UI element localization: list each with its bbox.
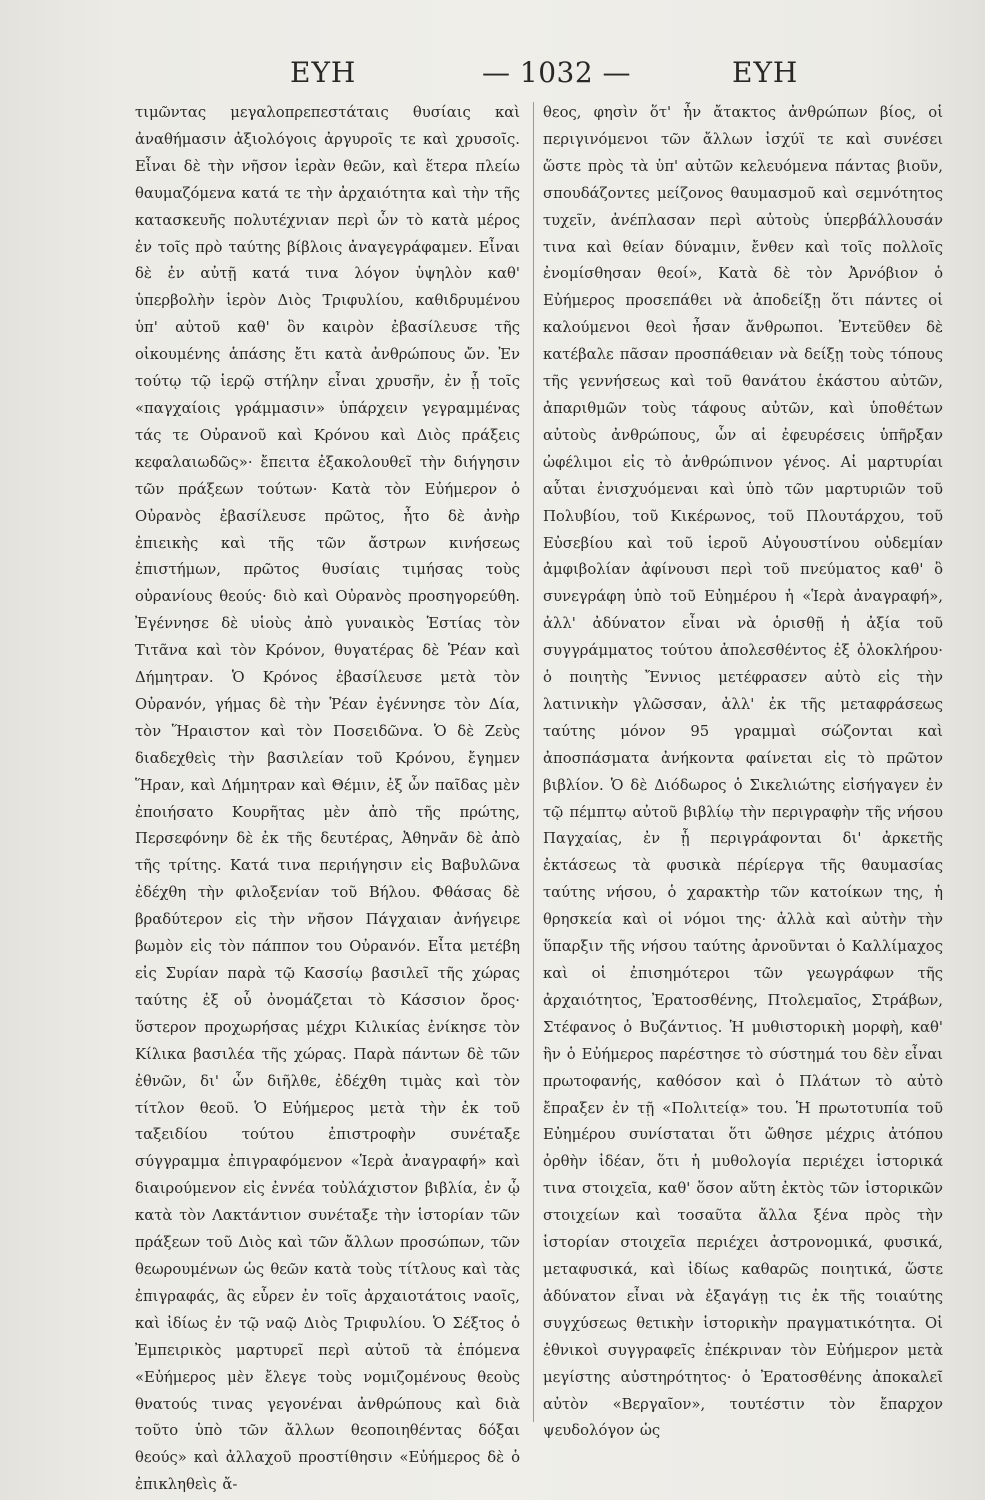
header-left-word: ΕΥΗ [290,56,357,89]
left-column-text: τιμῶντας μεγαλοπρεπεστάταις θυσίαις καὶ ἀναθήμασιν ἀξιολόγοις ἀργυροῖς τε καὶ χρυσοῖς. Εἶναι δὲ τὴν νῆσον ἱερὰν θεῶν, καὶ ἕτερα πλείω θαυμαζόμενα κατά τε τὴν ἀρχαιότητα καὶ τὴν τῆς κατασκευῆς πολυτέχνιαν περὶ ὧν τὸ κατὰ μέρος ἐν τοῖς πρὸ ταύτης βίβλοις ἀναγεγράφαμεν. Εἶναι δὲ ἐν αὐτῇ κατά τινα λόγον ὑψηλὸν καθ' ὑπερβολὴν ἱερὸν Διὸς Τριφυλίου, καθιδρυμένου ὑπ' αὐτοῦ καθ' ὃν καιρὸν ἐβασίλευσε τῆς οἰκουμένης ἁπάσης ἔτι κατὰ ἀνθρώπους ὤν. Ἐν τούτῳ τῷ ἱερῷ στήλην εἶναι χρυσῆν, ἐν ᾗ τοῖς «παγχαίοις γράμμασιν» ὑπάρχειν γεγραμμένας τάς τε Οὐρανοῦ καὶ Κρόνου καὶ Διὸς πράξεις κεφαλαιωδῶς»· ἔπειτα ἐξακολουθεῖ τὴν διήγησιν τῶν πράξεων τούτων· Κατὰ τὸν Εὐήμερον ὁ Οὐρανὸς ἐβασίλευσε πρῶτος, ἦτο δὲ ἀνὴρ ἐπιεικὴς καὶ τῆς τῶν ἄστρων κινήσεως ἐπιστήμων, πρῶτος θυσίαις τιμήσας τοὺς οὐρανίους θεούς· διὸ καὶ Οὐρανὸς προσηγορεύθη. Ἐγέννησε δὲ υἱοὺς ἀπὸ γυναικὸς Ἑστίας τὸν Τιτᾶνα καὶ τὸν Κρόνον, θυγατέρας δὲ Ῥέαν καὶ Δήμητραν. Ὁ Κρόνος ἐβασίλευσε μετὰ τὸν Οὐρανόν, γήμας δὲ τὴν Ῥέαν ἐγέννησε τὸν Δία, τὸν Ἥραιστον καὶ τὸν Ποσειδῶνα. Ὁ δὲ Ζεὺς διαδεχθεὶς τὴν βασιλείαν τοῦ Κρόνου, ἔγημεν Ἥραν, καὶ Δήμητραν καὶ Θέμιν, ἐξ ὧν παῖδας μὲν ἐποιήσατο Κουρῆτας μὲν ἀπὸ τῆς πρώτης, Περσεφόνην δὲ ἐκ τῆς δευτέρας, Ἀθηνᾶν δὲ ἀπὸ τῆς τρίτης. Κατά τινα περιήγησιν εἰς Βαβυλῶνα ἐδέχθη τὴν φιλοξενίαν τοῦ Βήλου. Φθάσας δὲ βραδύτερον εἰς τὴν νῆσον Πάγχαιαν ἀνήγειρε βωμὸν εἰς τὸν πάππον του Οὐρανόν. Εἶτα μετέβη εἰς Συρίαν παρὰ τῷ Κασσίῳ βασιλεῖ τῆς χώρας ταύτης ἐξ οὗ ὀνομάζεται τὸ Κάσσιον ὄρος· ὕστερον προχωρήσας μέχρι Κιλικίας ἐνίκησε τὸν Κίλικα βασιλέα τῆς χώρας. Παρὰ πάντων δὲ τῶν ἐθνῶν, δι' ὧν διῆλθε, ἐδέχθη τιμὰς καὶ τὸν τίτλον θεοῦ. Ὁ Εὐήμερος μετὰ τὴν ἐκ τοῦ ταξειδίου τούτου ἐπιστροφὴν συνέταξε σύγγραμμα ἐπιγραφόμενον «Ἱερὰ ἀναγραφή» καὶ διαιρούμενον εἰς ἐννέα τοὐλάχιστον βιβλία, ἐν ᾧ κατὰ τὸν Λακτάντιον συνέταξε τὴν ἱστορίαν τῶν πράξεων τοῦ Διὸς καὶ τῶν ἄλλων προσώπων, τῶν θεωρουμένων ὡς θεῶν κατὰ τοὺς τίτλους καὶ τὰς ἐπιγραφάς, ἃς εὗρεν ἐν τοῖς ἀρχαιοτάτοις ναοῖς, καὶ ἰδίως ἐν τῷ ναῷ Διὸς Τριφυλίου. Ὁ Σέξτος ὁ Ἐμπειρικὸς μαρτυρεῖ περὶ αὐτοῦ τὰ ἑπόμενα «Εὐήμερος μὲν ἔλεγε τοὺς νομιζομένους θεοὺς θνατούς τινας γεγονέναι ἀνθρώπους καὶ διὰ τοῦτο ὑπὸ τῶν ἄλλων θεοποιηθέντας δόξαι θεούς» καὶ ἀλλαχοῦ προστίθησιν «Εὐήμερος δὲ ὁ ἐπικληθεὶς ἄ- [135,104,520,1494]
right-column-text: θεος, φησὶν ὅτ' ἦν ἄτακτος ἀνθρώπων βίος, οἱ περιγινόμενοι τῶν ἄλλων ἰσχύϊ τε καὶ συνέσει ὥστε πρὸς τὰ ὑπ' αὐτῶν κελευόμενα πάντας βιοῦν, σπουδάζοντες μείζονος θαυμασμοῦ καὶ σεμνότητος τυχεῖν, ἀνέπλασαν περὶ αὐτοὺς ὑπερβάλλουσάν τινα καὶ θείαν δύναμιν, ἔνθεν καὶ τοῖς πολλοῖς ἐνομίσθησαν θεοί», Κατὰ δὲ τὸν Ἀρνόβιον ὁ Εὐήμερος προσεπάθει νὰ ἀποδείξῃ ὅτι πάντες οἱ καλούμενοι θεοὶ ἦσαν ἄνθρωποι. Ἐντεῦθεν δὲ κατέβαλε πᾶσαν προσπάθειαν νὰ δείξῃ τοὺς τόπους τῆς γεννήσεως καὶ τοῦ θανάτου ἑκάστου αὐτῶν, ἀπαριθμῶν τοὺς τάφους αὐτῶν, καὶ ὑποθέτων αὐτοὺς ἀνθρώπους, ὧν αἱ ἐφευρέσεις ὑπῆρξαν ὠφέλιμοι εἰς τὸ ἀνθρώπινον γένος. Αἱ μαρτυρίαι αὗται ἐνισχυόμεναι καὶ ὑπὸ τῶν μαρτυριῶν τοῦ Πολυβίου, τοῦ Κικέρωνος, τοῦ Πλουτάρχου, τοῦ Εὐσεβίου καὶ τοῦ ἱεροῦ Αὐγουστίνου οὐδεμίαν ἀμφιβολίαν ἀφίνουσι περὶ τοῦ πνεύματος καθ' ὃ συνεγράφη ὑπὸ τοῦ Εὐημέρου ἡ «Ἱερὰ ἀναγραφή», ἀλλ' ἀδύνατον εἶναι νὰ ὁρισθῇ ἡ ἀξία τοῦ συγγράμματος τούτου ἀπολεσθέντος ἐξ ὁλοκλήρου· ὁ ποιητὴς Ἔννιος μετέφρασεν αὐτὸ εἰς τὴν λατινικὴν γλῶσσαν, ἀλλ' ἐκ τῆς μεταφράσεως ταύτης μόνον 95 γραμμαὶ σώζονται καὶ ἀποσπάσματα ἀνήκοντα φαίνεται εἰς τὸ πρῶτον βιβλίον. Ὁ δὲ Διόδωρος ὁ Σικελιώτης εἰσήγαγεν ἐν τῷ πέμπτῳ αὐτοῦ βιβλίῳ τὴν περιγραφὴν τῆς νήσου Παγχαίας, ἐν ᾗ περιγράφονται δι' ἀρκετῆς ἐκτάσεως τὰ φυσικὰ πέρίεργα τῆς θαυμασίας ταύτης νήσου, ὁ χαρακτὴρ τῶν κατοίκων της, ἡ θρησκεία καὶ οἱ νόμοι της· ἀλλὰ καὶ αὐτὴν τὴν ὕπαρξιν τῆς νήσου ταύτης ἀρνοῦνται ὁ Καλλίμαχος καὶ οἱ ἐπισημότεροι τῶν γεωγράφων τῆς ἀρχαιότητος, Ἐρατοσθένης, Πτολεμαῖος, Στράβων, Στέφανος ὁ Βυζάντιος. Ἡ μυθιστορικὴ μορφὴ, καθ' ἣν ὁ Εὐήμερος παρέστησε τὸ σύστημά του δὲν εἶναι πρωτοφανής, καθόσον καὶ ὁ Πλάτων τὸ αὐτὸ ἔπραξεν ἐν τῇ «Πολιτείᾳ» του. Ἡ πρωτοτυπία τοῦ Εὐημέρου συνίσταται ὅτι ὤθησε μέχρις ἀτόπου ὀρθὴν ἰδέαν, ὅτι ἡ μυθολογία περιέχει ἱστορικά τινα στοιχεῖα, καθ' ὅσον αὕτη ἐκτὸς τῶν ἱστορικῶν στοιχείων καὶ τοσαῦτα ἄλλα ξένα πρὸς τὴν ἱστορίαν στοιχεῖα περιέχει ἀστρονομικά, φυσικά, μεταφυσικά, καὶ ἰδίως καθαρῶς ποιητικά, ὥστε ἀδύνατον εἶναι νὰ ἐξαγάγῃ τις ἐκ τῆς τοιαύτης συγχύσεως θετικὴν ἱστορικὴν πραγματικότητα. Οἱ ἐθνικοὶ συγγραφεῖς ἐπέκριναν τὸν Εὐήμερον μετὰ μεγίστης αὐστηρότητος· ὁ Ἐρατοσθένης ἀποκαλεῖ αὐτὸν «Βεργαῖον», τουτέστιν τὸν ἔπαρχον ψευδολόγον ὡς [543,104,943,1440]
header-right-word: ΕΥΗ [732,56,799,89]
left-column [135,100,520,1494]
right-column [543,100,943,1440]
text-columns [135,100,950,1494]
page-header [0,56,985,96]
column-divider [533,102,534,1422]
page-number: — 1032 — [482,56,632,89]
